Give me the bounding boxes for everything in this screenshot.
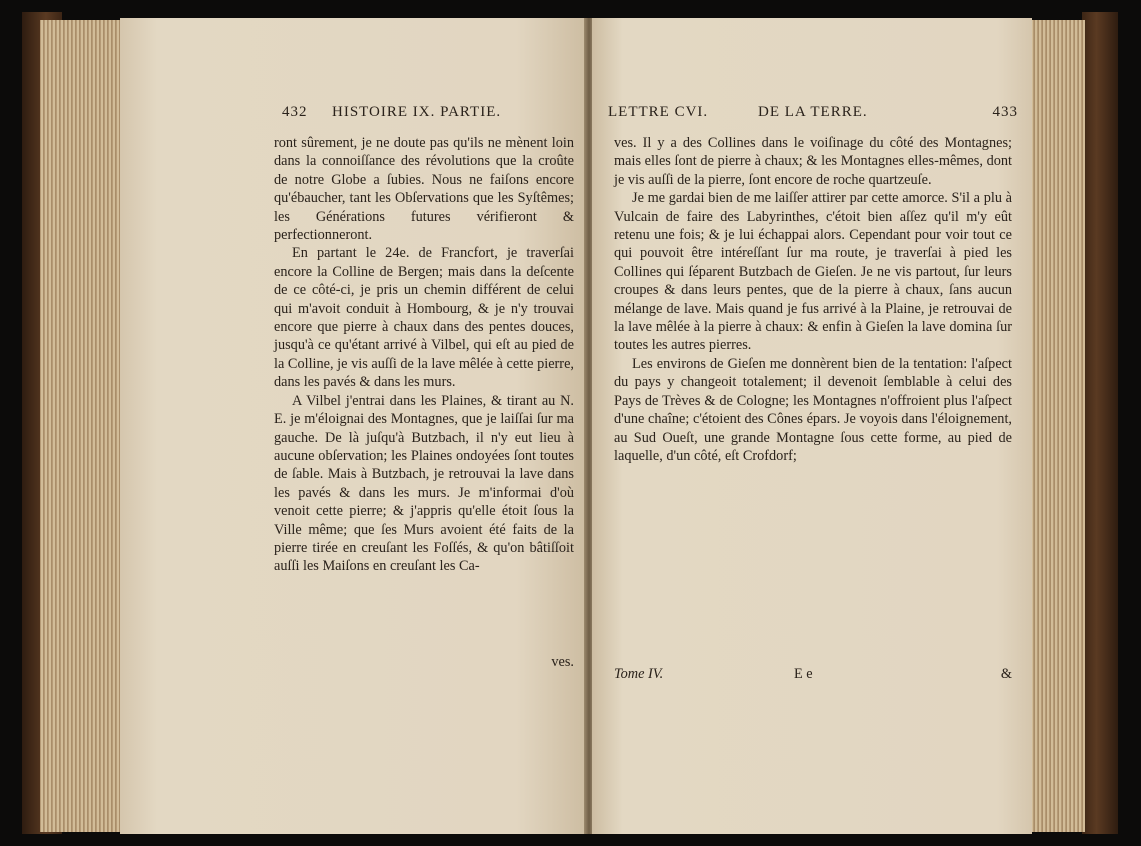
paragraph: Les environs de Gieſen me donnèrent bien de la tentation: l'aſpect du pays y changeoit totalement; il devenoit ſemblable à celui des Pays de Trèves & de Cologne; les Montagnes n'offroient plus l'aſpect d'une chaîne; c'étoient des Cônes épars. Je voyois dans l'éloignement, au Sud Oueſt, une grande Montagne ſous cette forme, au pied de laquelle, d'un côté, eſt Crofdorf; — [614, 355, 1012, 464]
paragraph: A Vilbel j'entrai dans les Plaines, & tirant au N. E. je m'éloignai des Montagnes, que je laiſſai ſur ma gauche. De là juſqu'à Butzbach, il n'y eut lieu à aucune obſervation; les Plaines ondoyées ſont toutes de ſable. Mais à Butzbach, je retrouvai la lave dans les pavés & dans les murs. Je m'informai d'où venoit cette pierre; & j'appris qu'elle étoit ſous la Ville même; que ſes Murs avoient été faits de la pierre tirée en creuſant les Foſſés, & qu'on bâtiſſoit auſſi les Maiſons en creuſant les Ca- — [274, 392, 574, 575]
paragraph: En partant le 24e. de Francfort, je traverſai encore la Colline de Bergen; mais dans la deſcente de ce côté-ci, je pris un chemin différent de celui qui m'avoit conduit à Hombourg, & je n'y trouvai encore que pierre à chaux dans des pentes douces, jusqu'à ce qu'étant arrivé à Vilbel, qui eſt au pied de la Colline, je vis auſſi de la lave mêlée à cette pierre, dans les pavés & dans les murs. — [274, 245, 574, 391]
signature-mark: E e — [794, 666, 813, 682]
right-running-head — [608, 104, 1018, 121]
left-page-number: 432 — [282, 104, 308, 120]
left-catchword: ves. — [551, 654, 574, 670]
right-running-letter: LETTRE CVI. — [608, 104, 709, 120]
page-edges-right — [1030, 20, 1085, 832]
volume-label: Tome IV. — [614, 666, 664, 682]
page-edges-left — [40, 20, 120, 832]
paragraph: ront sûrement, je ne doute pas qu'ils ne mènent loin dans la connoiſſance des révolutions que la croûte de notre Globe a ſubies. Nous ne faiſons encore qu'ébaucher, tant les Obſervations que les Syſtêmes; les Générations futures vérifieront & perfectionneront. — [274, 135, 574, 244]
left-running-title: HISTOIRE IX. PARTIE. — [332, 104, 502, 120]
right-page-text — [614, 134, 1012, 465]
right-page-number: 433 — [992, 104, 1018, 120]
left-page-text — [274, 134, 574, 576]
right-running-title: DE LA TERRE. — [758, 104, 868, 120]
book-cover-right — [1082, 12, 1118, 834]
left-running-head — [282, 104, 576, 121]
paragraph: ves. Il y a des Collines dans le voiſinage du côté des Montagnes; mais elles ſont de pierre à chaux; & les Montagnes elles-mêmes, dont je vis auſſi de la pierre, ſont encore de roche quartzeuſe. — [614, 135, 1012, 188]
right-page — [592, 18, 1032, 834]
paragraph: Je me gardai bien de me laiſſer attirer par cette amorce. S'il a plu à Vulcain de faire des Labyrinthes, c'étoit bien aſſez qu'il m'y eût retenu une fois; & je lui échappai alors. Cependant pour voir tout ce qui pouvoit être intéreſſant ſur ma route, je traverſai à pied les Collines qui ſéparent Butzbach de Gieſen. Je ne vis partout, ſur leurs croupes & dans leurs pentes, que de la pierre à chaux, ſans aucun mélange de lave. Mais quand je fus arrivé à la Plaine, je retrouvai de la lave mêlée à la pierre à chaux: & enfin à Gieſen la lave domina ſur toutes les autres pierres. — [614, 190, 1012, 354]
left-page — [120, 18, 586, 834]
right-catchword: & — [1000, 666, 1012, 682]
right-page-footer — [614, 666, 1012, 683]
